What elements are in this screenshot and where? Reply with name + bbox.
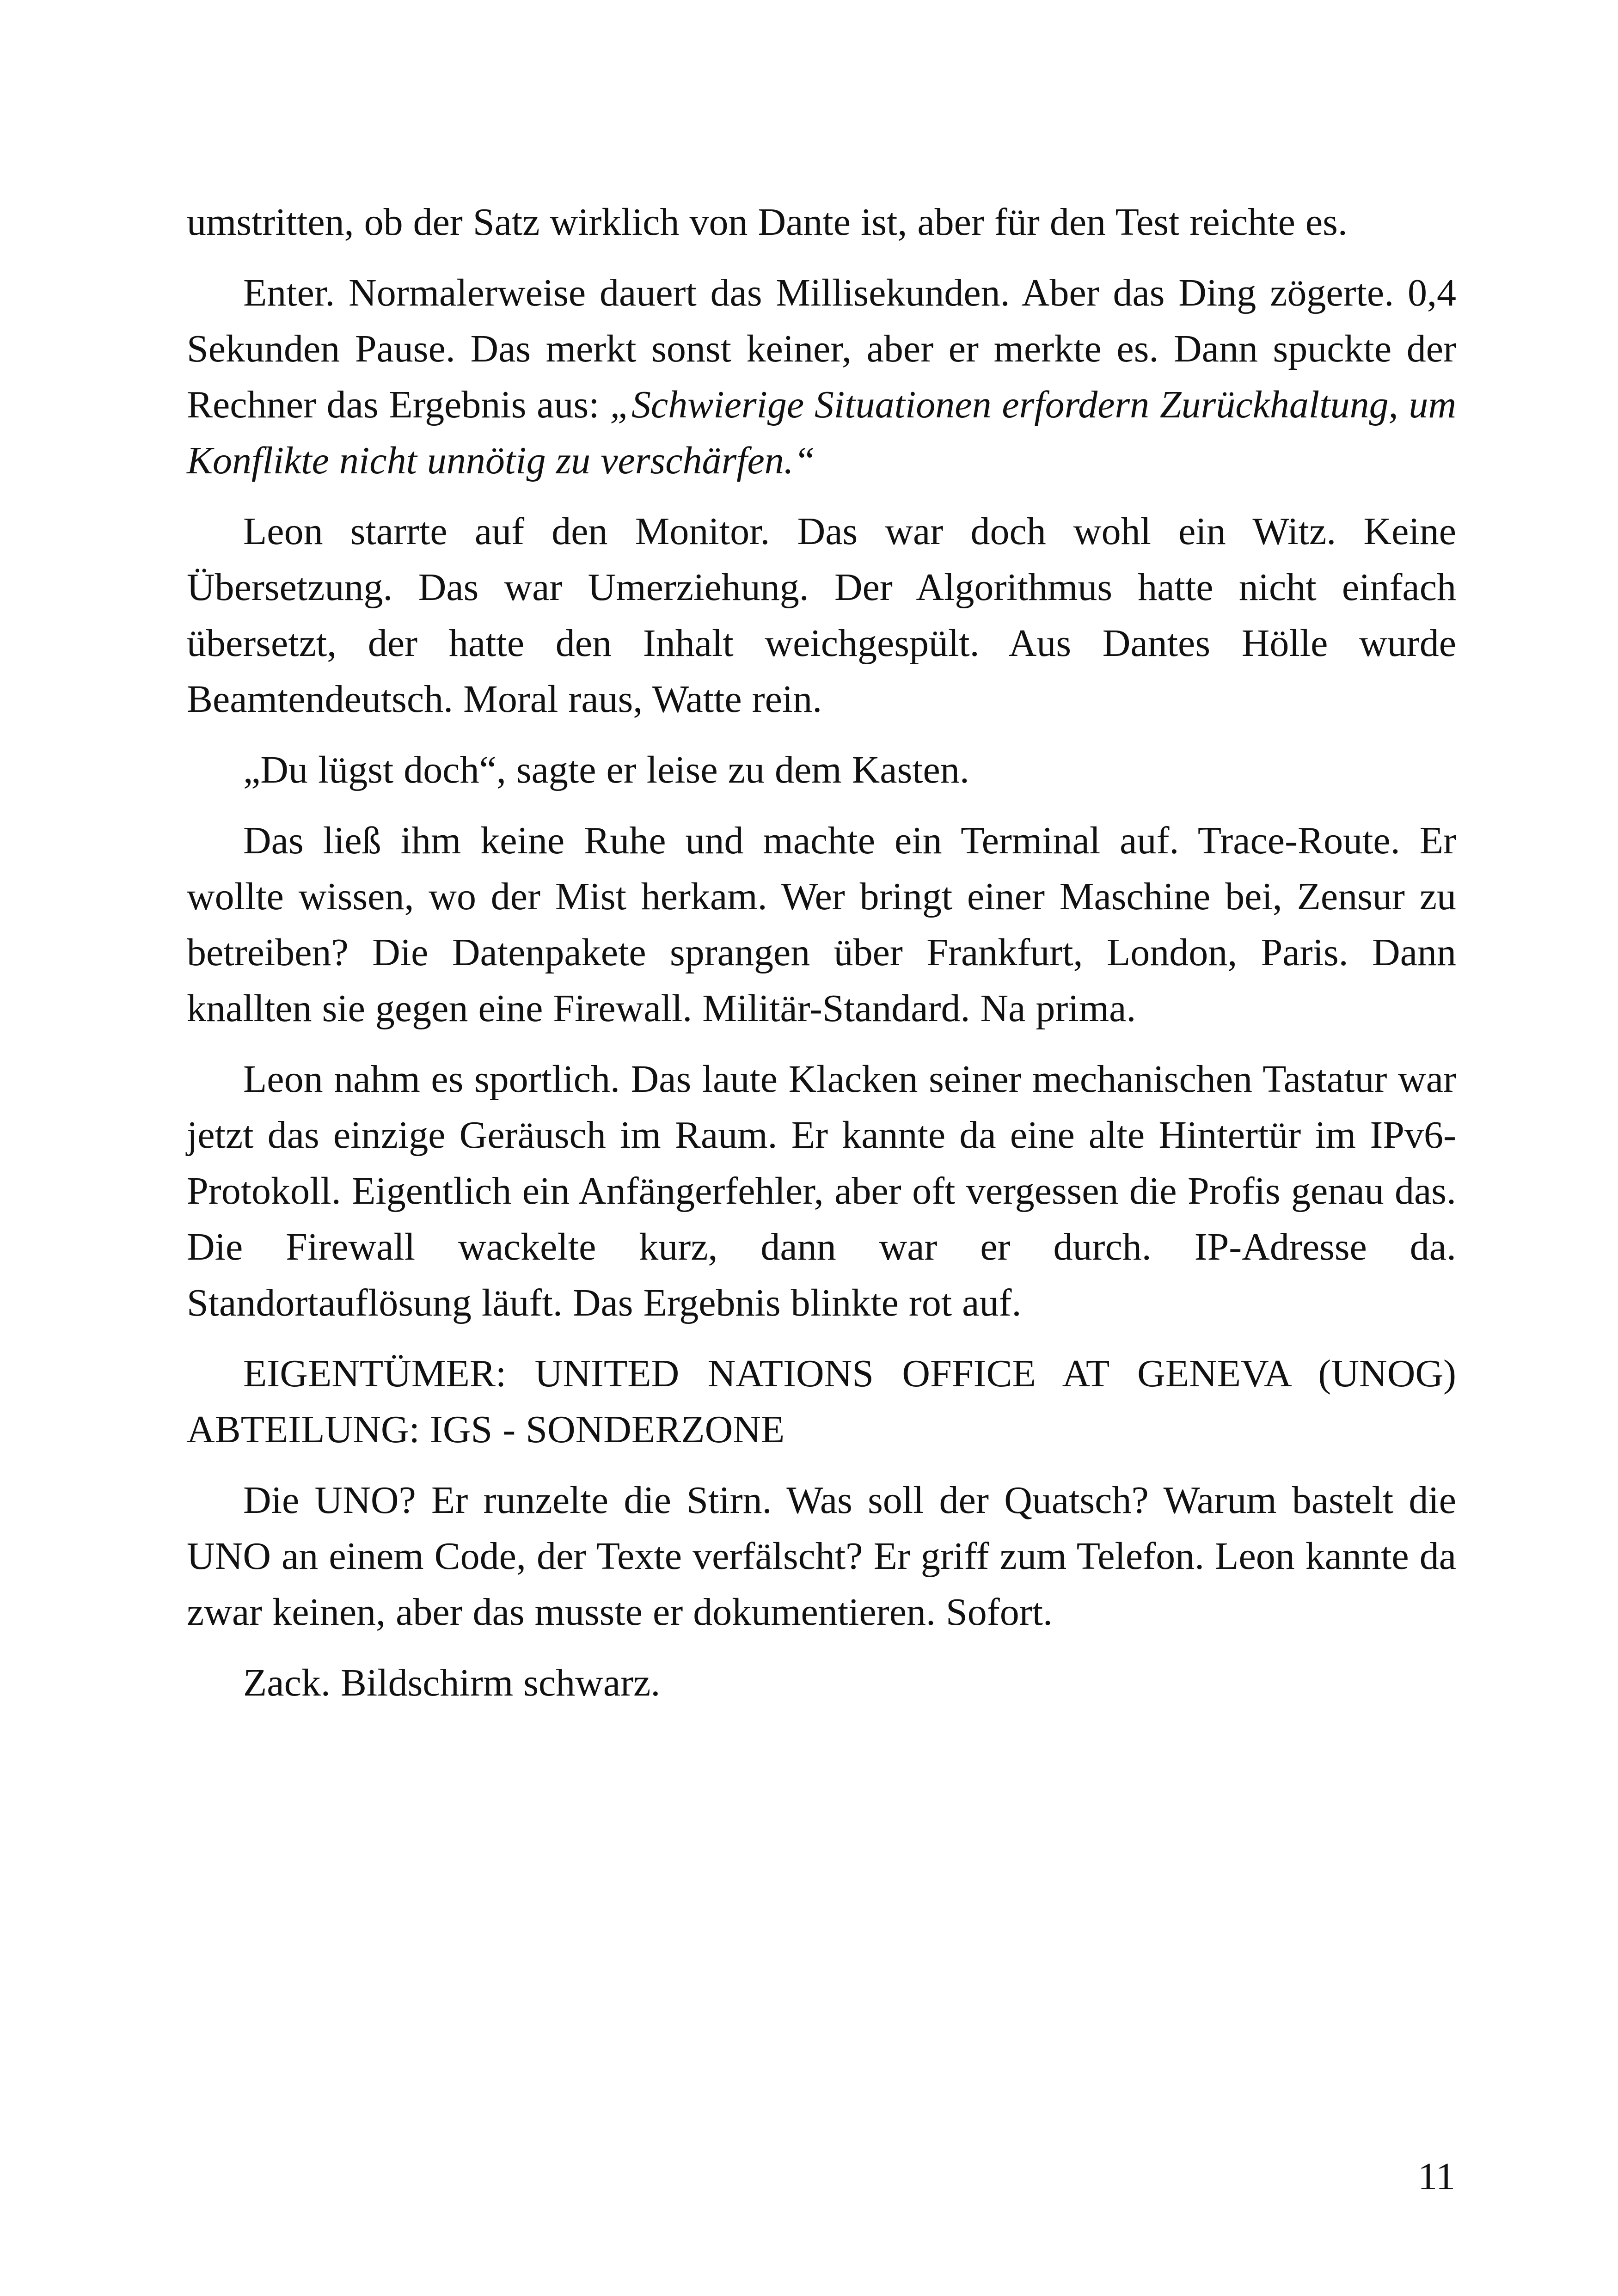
paragraph — [187, 742, 1456, 798]
body-text: Die UNO? Er runzelte die Stirn. Was soll der Quatsch? Warum bastelt die UNO an einem Code, der Texte verfälscht? Er griff zum Telefon. Leon kannte da zwar keinen, aber das musste er dokumentieren. Sofort. — [187, 1479, 1456, 1634]
paragraph — [187, 503, 1456, 727]
body-text: Das ließ ihm keine Ruhe und machte ein Terminal auf. Trace-Route. Er wollte wissen, wo der Mist herkam. Wer bringt einer Maschine bei, Zensur zu betreiben? Die Datenpakete sprangen über Frankfurt, London, Paris. Dann knallten sie gegen eine Firewall. Militär-Standard. Na prima. — [187, 819, 1456, 1030]
body-text: Zack. Bildschirm schwarz. — [243, 1661, 661, 1704]
body-text: Enter. Normalerweise dauert das Millisekunden. Aber das Ding zögerte. 0,4 Sekunden Pause. Das merkt sonst keiner, aber er merkte es. Dann spuckte der Rechner das Ergebnis aus: — [187, 271, 1456, 426]
paragraph — [187, 194, 1456, 250]
paragraph — [187, 813, 1456, 1036]
paragraph — [187, 1346, 1456, 1457]
text-block — [187, 194, 1456, 1726]
body-text: Leon starrte auf den Monitor. Das war doch wohl ein Witz. Keine Übersetzung. Das war Umerziehung. Der Algorithmus hatte nicht einfach übersetzt, der hatte den Inhalt weichgespült. Aus Dantes Hölle wurde Beamtendeutsch. Moral raus, Watte rein. — [187, 510, 1456, 721]
paragraph — [187, 1472, 1456, 1640]
paragraph — [187, 1655, 1456, 1711]
italic-text: „Schwierige Situationen erfordern Zurückhaltung, um Konflikte nicht unnötig zu verschärfen.“ — [187, 383, 1456, 482]
paragraph — [187, 1051, 1456, 1331]
body-text: Leon nahm es sportlich. Das laute Klacken seiner mechanischen Tastatur war jetzt das einzige Geräusch im Raum. Er kannte da eine alte Hintertür im IPv6-Protokoll. Eigentlich ein Anfängerfehler, aber oft vergessen die Profis genau das. Die Firewall wackelte kurz, dann war er durch. IP-Adresse da. Standortauflösung läuft. Das Ergebnis blinkte rot auf. — [187, 1058, 1456, 1324]
body-text: EIGENTÜMER: UNITED NATIONS OFFICE AT GENEVA (UNOG) ABTEILUNG: IGS - SONDERZONE — [187, 1352, 1456, 1451]
paragraph — [187, 265, 1456, 489]
body-text: „Du lügst doch“, sagte er leise zu dem Kasten. — [243, 748, 969, 791]
body-text: umstritten, ob der Satz wirklich von Dante ist, aber für den Test reichte es. — [187, 201, 1348, 244]
page-number: 11 — [1418, 2155, 1455, 2198]
